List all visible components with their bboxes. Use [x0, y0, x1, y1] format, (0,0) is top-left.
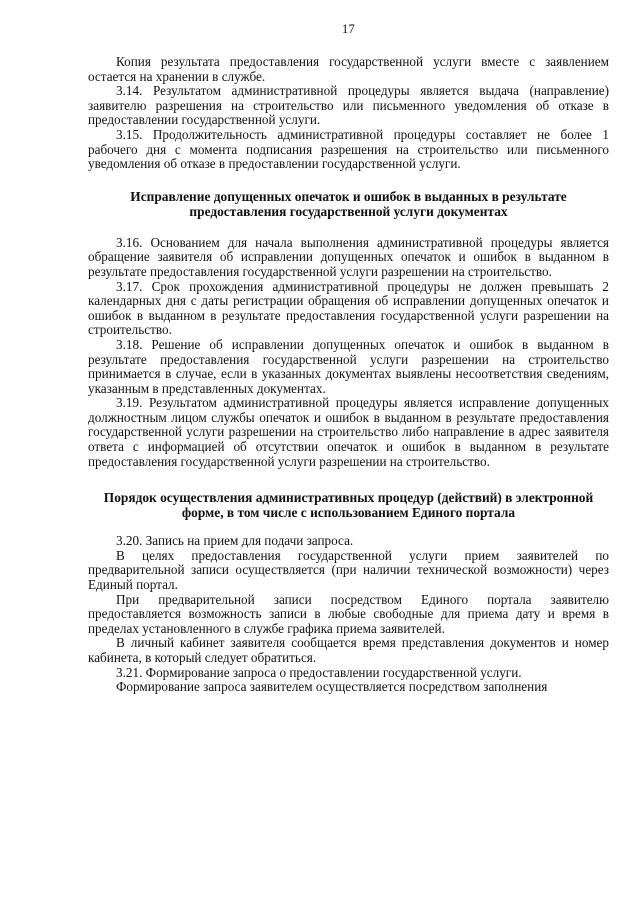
paragraph-3-14: 3.14. Результатом административной процедуры является выдача (направление) заявителю разрешения на строительство или письменного уведомления об отказе в предоставлении государственной услуги. — [88, 83, 609, 128]
paragraph-3-17: 3.17. Срок прохождения административной процедуры не должен превышать 2 календарных дня с даты регистрации обращения об исправлении допущенных опечаток и ошибок в выданном в результате предоставления государственной услуги разрешении на строительство. — [88, 278, 609, 338]
paragraph-copy-retention: Копия результата предоставления государственной услуги вместе с заявлением остается на хранении в службе. — [88, 54, 609, 84]
paragraph-3-19: 3.19. Результатом административной процедуры является исправление допущенных должностным лицом службы опечаток и ошибок в выданном в результате предоставления государственной услуги разрешении на строительство либо направление в адрес заявителя ответа с информацией об отсутствии опечаток и ошибок в выданном в результате предоставления государственной услуги разрешении на строительство. — [88, 395, 609, 469]
paragraph-3-18: 3.18. Решение об исправлении допущенных опечаток и ошибок в выданном в результате предоставления государственной услуги разрешении на строительство принимается в случае, если в указанных документах выявлены несоответствия сведениям, указанным в представленных документах. — [88, 336, 609, 396]
paragraph-3-20: 3.20. Запись на прием для подачи запроса. — [116, 533, 354, 549]
paragraph-3-21: 3.21. Формирование запроса о предоставлении государственной услуги. — [116, 664, 522, 680]
paragraph-preliminary-record: В целях предоставления государственной услуги прием заявителей по предварительной записи осуществляется (при наличии технической возможности) через Единый портал. — [88, 547, 609, 593]
section-heading-electronic-procedures: Порядок осуществления административных процедур (действий) в электронной форме, в том числе с использованием Единого портала — [103, 490, 594, 521]
paragraph-3-16: 3.16. Основанием для начала выполнения административной процедуры является обращение заявителя об исправлении допущенных опечаток и ошибок в выданном в результате предоставления государственной услуги разрешении на строительство. — [88, 234, 609, 279]
paragraph-request-forming: Формирование запроса заявителем осуществляется посредством заполнения — [116, 679, 548, 695]
paragraph-3-15: 3.15. Продолжительность административной процедуры составляет не более 1 рабочего дня с момента подписания разрешения на строительство или письменного уведомления об отказе в предоставлении государственной услуги. — [88, 126, 609, 172]
paragraph-personal-cabinet: В личный кабинет заявителя сообщается время представления документов и номер кабинета, в который следует обратиться. — [88, 635, 609, 665]
paragraph-portal-record: При предварительной записи посредством Единого портала заявителю предоставляется возможность записи в любые свободные для приема дату и время в пределах установленного в службе графика приема заявителей. — [88, 591, 609, 636]
document-page — [88, 22, 609, 695]
page-number: 17 — [341, 22, 356, 36]
section-heading-corrections: Исправление допущенных опечаток и ошибок в выданных в результате предоставления государственной услуги документах — [130, 188, 567, 219]
